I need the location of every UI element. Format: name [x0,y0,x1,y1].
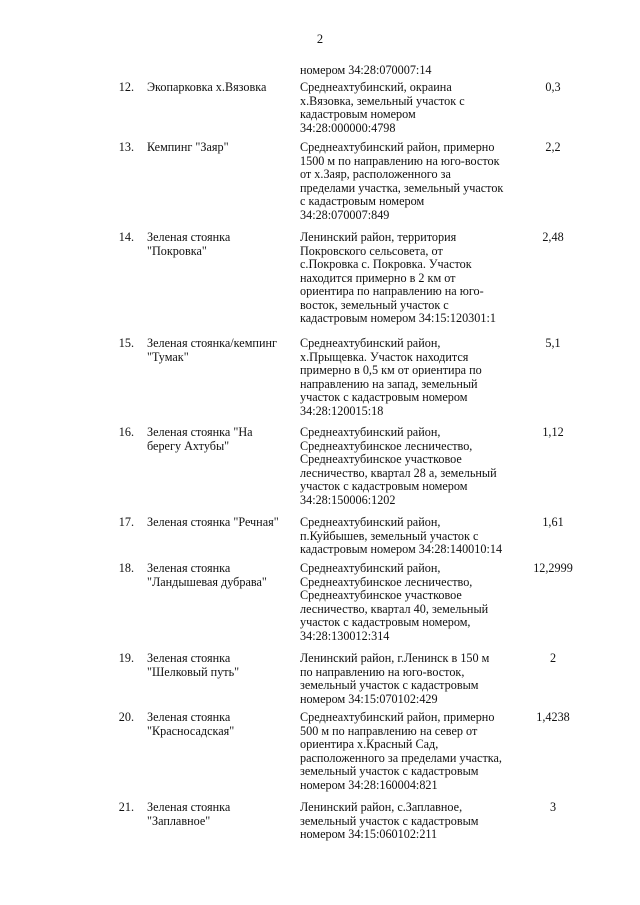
object-area: 3 [549,800,557,814]
object-location-line: кадастровым номером 34:15:120301:1 [300,311,496,325]
object-location-line: 34:28:150006:1202 [300,492,396,507]
row-number: 21. [118,800,134,814]
object-location-line: Среднеахтубинский, окраина [300,80,452,94]
object-location-line: расположенного за пределами участка, [300,750,502,765]
object-location-line: лесничество, квартал 40, земельный [300,601,489,616]
object-location-line: Ленинский район, г.Ленинск в 150 м [300,651,490,665]
page-number: 2 [316,32,324,46]
object-area: 0,3 [545,80,561,94]
row-number: 14. [118,230,134,244]
object-name [147,337,297,364]
object-location-line: 1500 м по направлению на юго-восток [300,153,500,168]
object-name-line: Зеленая стоянка/кемпинг [147,336,277,350]
object-name-line: "Тумак" [147,349,189,364]
row-number: 19. [118,651,134,665]
object-location-line: Среднеахтубинское лесничество, [300,438,473,453]
object-location-line: Покровского сельсовета, от [300,243,443,258]
object-location-line: земельный участок с кадастровым [300,678,479,692]
object-location-line: 34:28:120015:18 [300,403,384,418]
object-location-line: Среднеахтубинский район, [300,561,441,575]
object-location-line: кадастровым номером 34:28:140010:14 [300,542,503,556]
object-location [300,562,510,643]
object-location-line: Среднеахтубинское участковое [300,588,462,602]
object-area: 2,48 [542,230,564,244]
object-location-line: п.Куйбышев, земельный участок с [300,528,479,543]
continued-location-line: номером 34:28:070007:14 [300,63,432,77]
row-number: 18. [118,561,134,575]
row-number: 15. [118,336,134,350]
object-name [147,801,297,828]
object-location-line: примерно в 0,5 км от ориентира по [300,363,482,377]
object-location-line: Среднеахтубинский район, примерно [300,710,495,724]
object-name [147,141,297,155]
object-location [300,711,510,792]
object-location-line: с кадастровым номером [300,194,425,208]
object-name-line: "Шелковый путь" [147,664,240,679]
object-area: 12,2999 [533,561,573,575]
object-location-line: от х.Заяр, расположенного за [300,167,451,181]
object-location-line: земельный участок с кадастровым [300,813,479,828]
object-area: 5,1 [545,336,561,350]
object-name [147,562,297,589]
object-location [300,337,510,418]
object-area: 1,12 [542,425,564,439]
object-location [300,801,510,842]
object-location-line: участок с кадастровым номером [300,479,468,493]
object-location-line: направлению на запад, земельный [300,376,478,391]
object-name-line: Зеленая стоянка "На [147,425,253,439]
object-location-line: номером 34:28:160004:821 [300,777,438,792]
object-name-line: "Покровка" [147,243,207,258]
object-area: 2 [549,651,557,665]
object-name [147,426,297,453]
row-number: 16. [118,425,134,439]
object-name [147,652,297,679]
row-number: 13. [118,140,134,154]
object-name-line: Зеленая стоянка [147,561,231,575]
object-location [300,426,510,507]
object-location [300,141,510,222]
object-location-line: восток, земельный участок с [300,297,449,312]
object-name-line: Зеленая стоянка [147,230,231,244]
object-location-line: участок с кадастровым номером [300,390,468,404]
object-name-line: Зеленая стоянка [147,800,231,814]
object-location-line: Среднеахтубинский район, [300,425,441,439]
object-name-line: "Заплавное" [147,813,211,828]
object-location-line: номером 34:15:060102:211 [300,827,438,841]
object-name [147,711,297,738]
object-location-line: ориентира х.Красный Сад, [300,737,439,751]
object-name-line: берегу Ахтубы" [147,438,230,453]
object-location-line: 34:28:070007:849 [300,207,390,222]
object-name-line: "Красносадская" [147,723,235,738]
object-name-line: Зеленая стоянка [147,710,231,724]
object-location-line: Среднеахтубинское участковое [300,452,462,466]
object-name-line: "Ландышевая дубрава" [147,574,267,589]
object-area: 1,61 [542,515,564,529]
object-location-line: Среднеахтубинский район, примерно [300,140,495,154]
object-location-line: пределами участка, земельный участок [300,180,504,195]
object-location [300,652,510,706]
object-location-line: лесничество, квартал 28 а, земельный [300,465,497,480]
object-location-line: номером 34:15:070102:429 [300,691,438,706]
object-location-line: ориентира по направлению на юго- [300,284,484,298]
object-location [300,81,510,135]
object-location-line: 500 м по направлению на север от [300,723,478,738]
object-location-line: находится примерно в 2 км от [300,270,456,285]
object-location-line: х.Вязовка, земельный участок с [300,93,465,108]
row-number: 12. [118,80,134,94]
object-location-line: кадастровым номером [300,107,416,121]
object-location-line: участок с кадастровым номером, [300,615,471,629]
object-name [147,516,297,530]
object-name-line: Зеленая стоянка "Речная" [147,515,279,529]
object-name-line: Зеленая стоянка [147,651,231,665]
object-area: 2,2 [545,140,561,154]
row-number: 20. [118,710,134,724]
row-number: 17. [118,515,134,529]
object-location-line: Ленинский район, с.Заплавное, [300,800,463,814]
object-name [147,231,297,258]
object-location-line: Среднеахтубинский район, [300,515,441,529]
object-location-line: по направлению на юго-восток, [300,664,465,679]
object-name-line: Экопарковка х.Вязовка [147,80,267,94]
object-name [147,81,297,95]
object-location-line: 34:28:130012:314 [300,628,390,643]
object-name-line: Кемпинг "Заяр" [147,140,229,154]
object-location-line: Среднеахтубинский район, [300,336,441,350]
object-location-line: Среднеахтубинское лесничество, [300,574,473,589]
object-location-line: х.Прыщевка. Участок находится [300,349,469,364]
object-location-line: Ленинский район, территория [300,230,457,244]
object-location [300,516,510,557]
object-area: 1,4238 [536,710,570,724]
object-location-line: 34:28:000000:4798 [300,120,396,135]
object-location [300,231,510,326]
object-location-line: земельный участок с кадастровым [300,764,479,778]
object-location-line: с.Покровка с. Покровка. Участок [300,257,472,271]
